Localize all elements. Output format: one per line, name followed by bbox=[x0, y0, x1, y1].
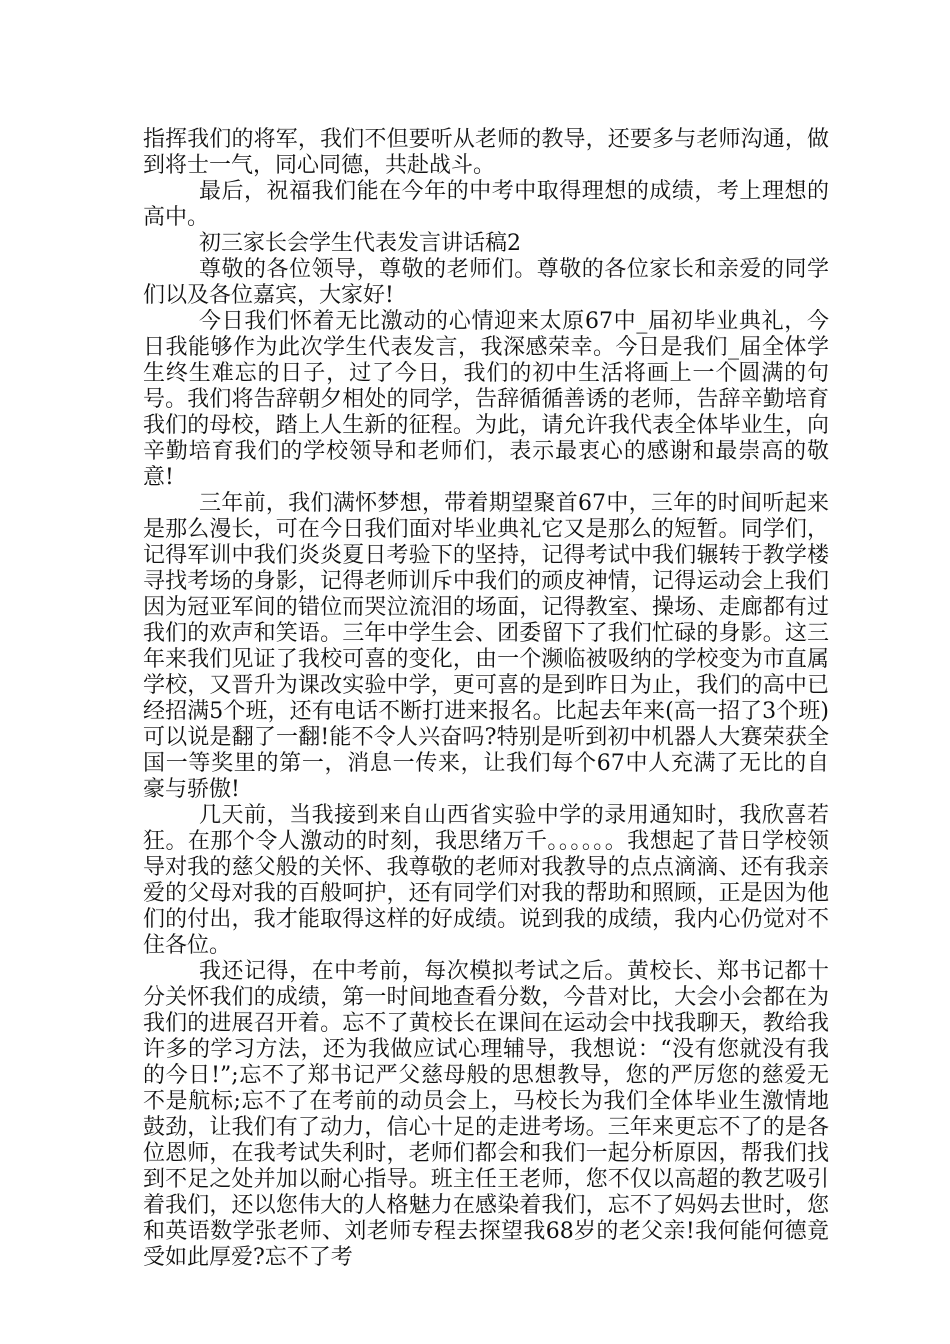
section-heading: 初三家长会学生代表发言讲话稿2 bbox=[199, 231, 521, 256]
paragraph-admission: 几天前，当我接到来自山西省实验中学的录用通知时，我欣喜若狂。在那个令人激动的时刻，我思绪万千。。。。。。我想起了昔日学校领导对我的慈父般的关怀、我尊敬的老师对我教导的点点滴滴、还有我亲爱的父母对我的百般呵护，还有同学们对我的帮助和照顾，正是因为他们的付出，我才能取得这样的好成绩。说到我的成绩，我内心仍觉对不住各位。 bbox=[143, 803, 829, 958]
document-body bbox=[143, 127, 829, 1271]
paragraph-three-years: 三年前，我们满怀梦想，带着期望聚首67中，三年的时间听起来是那么漫长，可在今日我们面对毕业典礼它又是那么的短暂。同学们，记得军训中我们炎炎夏日考验下的坚持，记得考试中我们辗转于教学楼寻找考场的身影，记得老师训斥中我们的顽皮神情，记得运动会上我们因为冠亚军间的错位而哭泣流泪的场面，记得教室、操场、走廊都有过我们的欢声和笑语。三年中学生会、团委留下了我们忙碌的身影。这三年来我们见证了我校可喜的变化，由一个濒临被吸纳的学校变为市直属学校，又晋升为课改实验中学，更可喜的是到昨日为止，我们的高中已经招满5个班，还有电话不断打进来报名。比起去年来(高一招了3个班)可以说是翻了一翻!能不令人兴奋吗?特别是听到初中机器人大赛荣获全国一等奖里的第一，消息一传来，让我们每个67中人充满了无比的自豪与骄傲! bbox=[143, 491, 829, 802]
paragraph-memories: 我还记得，在中考前，每次模拟考试之后。黄校长、郑书记都十分关怀我们的成绩，第一时间地查看分数，今昔对比，大会小会都在为我们的进展召开着。忘不了黄校长在课间在运动会中找我聊天，教给我许多的学习方法，还为我做应试心理辅导，我想说：“没有您就没有我的今日!”;忘不了郑书记严父慈母般的思想教导，您的严厉您的慈爱无不是航标;忘不了在考前的动员会上，马校长为我们全体毕业生激情地鼓劲，让我们有了动力，信心十足的走进考场。三年来更忘不了的是各位恩师，在我考试失利时，老师们都会和我们一起分析原因，帮我们找到不足之处并加以耐心指导。班主任王老师，您不仅以高超的教艺吸引着我们，还以您伟大的人格魅力在感染着我们，忘不了妈妈去世时，您和英语数学张老师、刘老师专程去探望我68岁的老父亲!我何能何德竟受如此厚爱?忘不了考 bbox=[143, 959, 829, 1270]
paragraph-graduation: 今日我们怀着无比激动的心情迎来太原67中_届初毕业典礼，今日我能够作为此次学生代表发言，我深感荣幸。今日是我们_届全体学生终生难忘的日子，过了今日，我们的初中生活将画上一个圆满的句号。我们将告辞朝夕相处的同学，告辞循循善诱的老师，告辞辛勤培育我们的母校，踏上人生新的征程。为此，请允许我代表全体毕业生，向辛勤培育我们的学校领导和老师们，表示最衷心的感谢和最崇高的敬意! bbox=[143, 309, 829, 490]
paragraph-greeting: 尊敬的各位领导，尊敬的老师们。尊敬的各位家长和亲爱的同学们以及各位嘉宾，大家好! bbox=[143, 257, 829, 308]
paragraph-closing-wish: 最后，祝福我们能在今年的中考中取得理想的成绩，考上理想的高中。 bbox=[143, 179, 829, 230]
paragraph-continuation: 指挥我们的将军，我们不但要听从老师的教导，还要多与老师沟通，做到将士一气，同心同德，共赴战斗。 bbox=[143, 127, 829, 178]
